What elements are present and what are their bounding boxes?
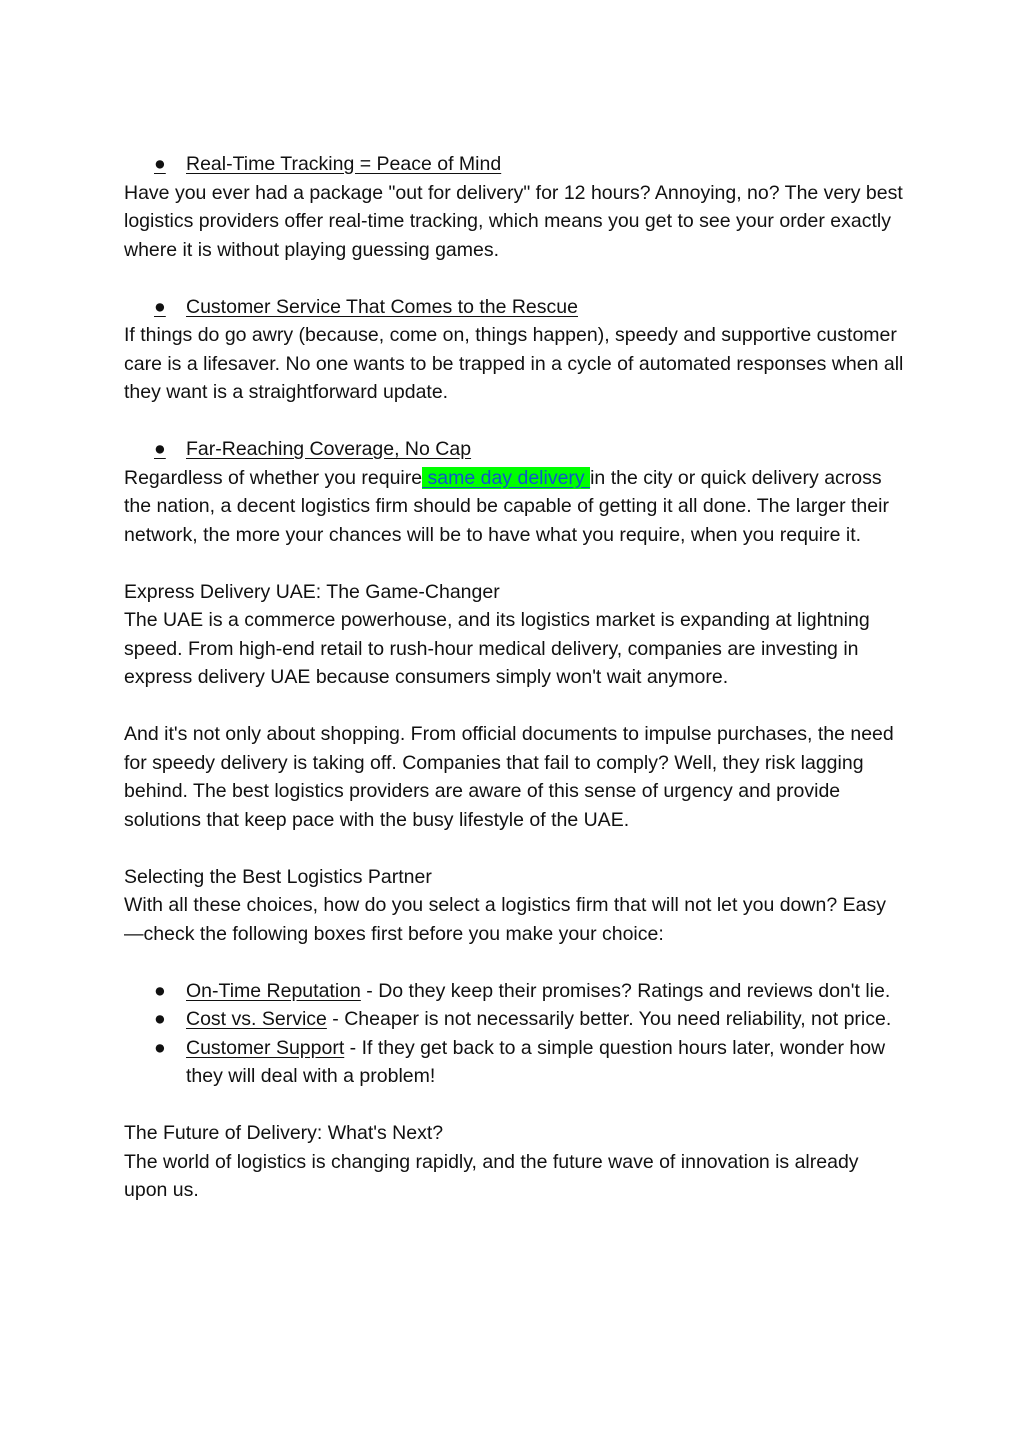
paragraph-coverage bbox=[124, 464, 904, 550]
document-page bbox=[124, 150, 904, 1205]
heading-coverage bbox=[124, 435, 904, 464]
list-item-term: On-Time Reputation bbox=[186, 979, 361, 1002]
bullet-icon: ● bbox=[154, 1008, 166, 1030]
paragraph-future: The world of logistics is changing rapidly, and the future wave of innovation is already upon us. bbox=[124, 1150, 859, 1201]
bullet-icon: ● bbox=[154, 1036, 166, 1059]
paragraph-partner: With all these choices, how do you select a logistics firm that will not let you down? Easy—check the following boxes first before you make your choice: bbox=[124, 894, 886, 945]
bullet-icon: ● bbox=[154, 153, 166, 175]
heading-future-delivery: The Future of Delivery: What's Next? bbox=[124, 1122, 444, 1144]
list-item bbox=[124, 977, 904, 1006]
spacer bbox=[124, 692, 904, 721]
bullet-icon: ● bbox=[154, 295, 166, 318]
spacer bbox=[124, 264, 904, 293]
spacer bbox=[124, 407, 904, 436]
coverage-text-before: Regardless of whether you require bbox=[124, 466, 423, 489]
list-item-desc: - If they get back to a simple question hours later, wonder how they will deal with a problem! bbox=[186, 1036, 886, 1087]
list-item-term: Customer Support bbox=[186, 1036, 345, 1059]
heading-express-delivery: Express Delivery UAE: The Game-Changer bbox=[124, 580, 500, 603]
criteria-list bbox=[124, 977, 904, 1091]
list-item bbox=[124, 1034, 904, 1091]
spacer bbox=[124, 834, 904, 863]
same-day-delivery-link[interactable]: same day delivery bbox=[422, 466, 591, 489]
heading-logistics-partner: Selecting the Best Logistics Partner bbox=[124, 865, 432, 888]
paragraph-tracking: Have you ever had a package "out for delivery" for 12 hours? Annoying, no? The very best logistics providers offer real-time tracking, which means you get to see your order exactly where it is without playing guessing games. bbox=[124, 181, 903, 261]
paragraph-express-2: And it's not only about shopping. From official documents to impulse purchases, the need for speedy delivery is taking off. Companies that fail to comply? Well, they risk lagging behind. The best logistics providers are aware of this sense of urgency and provide solutions that keep pace with the busy lifestyle of the UAE. bbox=[124, 723, 894, 831]
list-item bbox=[124, 1005, 904, 1034]
bullet-icon: ● bbox=[154, 438, 166, 460]
spacer bbox=[124, 948, 904, 977]
heading-real-time-tracking bbox=[124, 150, 904, 179]
bullet-icon: ● bbox=[154, 979, 166, 1002]
paragraph-service: If things do go awry (because, come on, things happen), speedy and supportive customer care is a lifesaver. No one wants to be trapped in a cycle of automated responses when all they want is a straightforward update. bbox=[124, 324, 904, 403]
spacer bbox=[124, 549, 904, 578]
heading-text: Real-Time Tracking = Peace of Mind bbox=[186, 153, 502, 175]
list-item-desc: - Do they keep their promises? Ratings and reviews don't lie. bbox=[360, 979, 891, 1002]
list-item-desc: - Cheaper is not necessarily better. You need reliability, not price. bbox=[326, 1008, 892, 1030]
heading-text: Customer Service That Comes to the Rescue bbox=[186, 295, 578, 318]
heading-text: Far-Reaching Coverage, No Cap bbox=[186, 438, 472, 460]
coverage-text-after: in the city or quick delivery across the nation, a decent logistics firm should be capable of getting it all done. The larger their network, the more your chances will be to have what you require, when you require it. bbox=[124, 466, 889, 546]
list-item-term: Cost vs. Service bbox=[186, 1008, 327, 1030]
heading-customer-service bbox=[124, 293, 904, 322]
spacer bbox=[124, 1091, 904, 1120]
paragraph-express-1: The UAE is a commerce powerhouse, and its logistics market is expanding at lightning speed. From high-end retail to rush-hour medical delivery, companies are investing in express delivery UAE because consumers simply won't wait anymore. bbox=[124, 609, 870, 688]
